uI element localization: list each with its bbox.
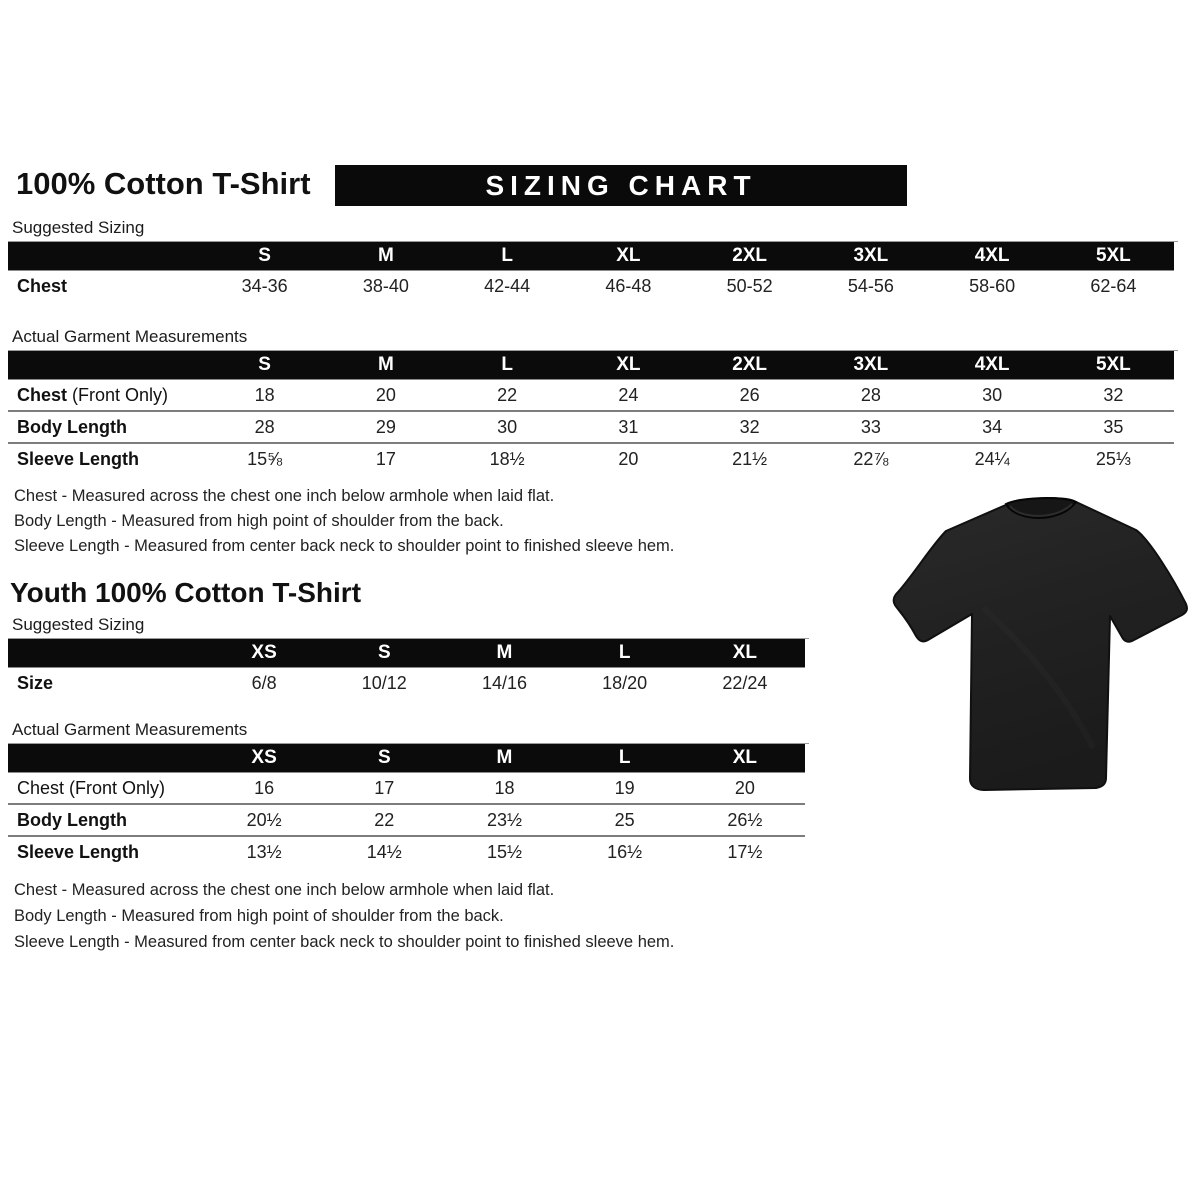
size-header-corner bbox=[8, 242, 204, 271]
cell-value: 32 bbox=[689, 412, 810, 444]
column-header-2xl: 2XL bbox=[689, 351, 810, 380]
cell-value: 29 bbox=[325, 412, 446, 444]
cell-value: 20½ bbox=[204, 805, 324, 837]
cell-value: 32 bbox=[1053, 380, 1174, 412]
column-header-m: M bbox=[444, 744, 564, 773]
cell-value: 17 bbox=[375, 448, 396, 469]
row-label: Sleeve Length bbox=[17, 841, 140, 862]
cell-value: 17½ bbox=[727, 841, 763, 862]
measurement-note: Body Length - Measured from high point of shoulder from the back. bbox=[14, 907, 504, 925]
column-header-s: S bbox=[204, 351, 325, 380]
adult-actual-measurements-label: Actual Garment Measurements bbox=[8, 327, 1178, 351]
adult-title: 100% Cotton T-Shirt bbox=[16, 166, 311, 201]
cell-value: 33 bbox=[810, 412, 931, 444]
table-row bbox=[8, 668, 805, 698]
cell-value: 28 bbox=[810, 380, 931, 412]
size-header-corner bbox=[8, 744, 204, 773]
row-label: Body Length bbox=[8, 412, 204, 444]
cell-value: 30 bbox=[447, 412, 568, 444]
measurement-note: Sleeve Length - Measured from center back neck to shoulder point to finished sleeve hem. bbox=[14, 933, 675, 951]
cell-value: 22 bbox=[447, 380, 568, 412]
column-header-3xl: 3XL bbox=[810, 242, 931, 271]
size-header-row bbox=[8, 242, 1174, 271]
cell-value: 35 bbox=[1053, 412, 1174, 444]
cell-value: 30 bbox=[932, 380, 1053, 412]
cell-value: 28 bbox=[204, 412, 325, 444]
cell-value: 20 bbox=[685, 773, 805, 805]
cell-value: 20 bbox=[325, 380, 446, 412]
column-header-xl: XL bbox=[685, 639, 805, 668]
row-label: Chest (Front Only) bbox=[8, 380, 204, 412]
cell-value: 24 bbox=[568, 380, 689, 412]
row-label: Body Length bbox=[8, 805, 204, 837]
table-row bbox=[8, 412, 1174, 444]
column-header-l: L bbox=[447, 242, 568, 271]
sizing-chart-banner: SIZING CHART bbox=[335, 165, 907, 206]
cell-value: 15⅝ bbox=[247, 448, 283, 469]
row-label: Sleeve Length bbox=[17, 448, 140, 469]
column-header-m: M bbox=[325, 242, 446, 271]
column-header-xs: XS bbox=[204, 744, 324, 773]
cell-value: 16½ bbox=[607, 841, 643, 862]
cell-value: 25⅓ bbox=[1095, 448, 1131, 469]
cell-value: 34-36 bbox=[241, 275, 288, 296]
row-label: Size bbox=[17, 672, 54, 693]
measurement-note: Sleeve Length - Measured from center back neck to shoulder point to finished sleeve hem. bbox=[14, 537, 675, 555]
adult-actual-measurements-table bbox=[8, 351, 1174, 474]
cell-value: 25 bbox=[565, 805, 685, 837]
cell-value: 15½ bbox=[486, 841, 522, 862]
column-header-xl: XL bbox=[568, 351, 689, 380]
table-row bbox=[8, 773, 805, 805]
column-header-l: L bbox=[565, 639, 685, 668]
table-row bbox=[8, 444, 1174, 474]
measurement-note: Chest - Measured across the chest one inch below armhole when laid flat. bbox=[14, 487, 555, 505]
column-header-m: M bbox=[325, 351, 446, 380]
youth-actual-measurements-label: Actual Garment Measurements bbox=[8, 720, 809, 744]
adult-suggested-sizing-label: Suggested Sizing bbox=[8, 218, 1178, 242]
youth-suggested-sizing-table bbox=[8, 639, 805, 698]
column-header-xs: XS bbox=[204, 639, 324, 668]
column-header-l: L bbox=[565, 744, 685, 773]
measurement-note: Chest - Measured across the chest one inch below armhole when laid flat. bbox=[14, 881, 555, 899]
column-header-l: L bbox=[447, 351, 568, 380]
cell-value: 54-56 bbox=[847, 275, 894, 296]
cell-value: 17 bbox=[324, 773, 444, 805]
youth-title: Youth 100% Cotton T-Shirt bbox=[10, 577, 362, 608]
cell-value: 18 bbox=[204, 380, 325, 412]
measurement-note: Body Length - Measured from high point of shoulder from the back. bbox=[14, 512, 504, 530]
table-row bbox=[8, 271, 1174, 301]
youth-suggested-sizing-label: Suggested Sizing bbox=[8, 615, 809, 639]
row-label: Chest bbox=[17, 275, 68, 296]
column-header-s: S bbox=[204, 242, 325, 271]
cell-value: 46-48 bbox=[605, 275, 652, 296]
table-row bbox=[8, 380, 1174, 412]
cell-value: 18/20 bbox=[602, 672, 648, 693]
youth-measurement-notes bbox=[8, 877, 1174, 955]
cell-value: 50-52 bbox=[726, 275, 773, 296]
column-header-4xl: 4XL bbox=[932, 242, 1053, 271]
column-header-2xl: 2XL bbox=[689, 242, 810, 271]
cell-value: 22⅞ bbox=[853, 448, 889, 469]
cell-value: 58-60 bbox=[969, 275, 1016, 296]
cell-value: 18 bbox=[444, 773, 564, 805]
cell-value: 38-40 bbox=[362, 275, 409, 296]
column-header-s: S bbox=[324, 744, 444, 773]
adult-suggested-sizing-table bbox=[8, 242, 1174, 301]
column-header-xl: XL bbox=[685, 744, 805, 773]
cell-value: 21½ bbox=[732, 448, 768, 469]
cell-value: 10/12 bbox=[361, 672, 407, 693]
cell-value: 26½ bbox=[685, 805, 805, 837]
size-header-row bbox=[8, 639, 805, 668]
cell-value: 20 bbox=[618, 448, 639, 469]
size-header-row bbox=[8, 351, 1174, 380]
size-header-corner bbox=[8, 351, 204, 380]
cell-value: 18½ bbox=[489, 448, 525, 469]
tshirt-image bbox=[888, 488, 1196, 803]
size-header-corner bbox=[8, 639, 204, 668]
cell-value: 14½ bbox=[366, 841, 402, 862]
adult-header bbox=[8, 164, 1174, 212]
cell-value: 22 bbox=[324, 805, 444, 837]
youth-actual-measurements-table bbox=[8, 744, 805, 867]
table-row bbox=[8, 805, 805, 837]
column-header-4xl: 4XL bbox=[932, 351, 1053, 380]
cell-value: 22/24 bbox=[722, 672, 768, 693]
row-label: Chest (Front Only) bbox=[8, 773, 204, 805]
cell-value: 34 bbox=[932, 412, 1053, 444]
table-row bbox=[8, 837, 805, 867]
cell-value: 13½ bbox=[246, 841, 282, 862]
cell-value: 62-64 bbox=[1090, 275, 1137, 296]
cell-value: 23½ bbox=[444, 805, 564, 837]
column-header-m: M bbox=[444, 639, 564, 668]
column-header-5xl: 5XL bbox=[1053, 351, 1174, 380]
cell-value: 24¼ bbox=[974, 448, 1010, 469]
cell-value: 16 bbox=[204, 773, 324, 805]
column-header-s: S bbox=[324, 639, 444, 668]
cell-value: 26 bbox=[689, 380, 810, 412]
cell-value: 19 bbox=[565, 773, 685, 805]
column-header-3xl: 3XL bbox=[810, 351, 931, 380]
tshirt-body bbox=[894, 498, 1187, 790]
cell-value: 42-44 bbox=[484, 275, 531, 296]
column-header-5xl: 5XL bbox=[1053, 242, 1174, 271]
tshirt-graphic bbox=[888, 488, 1196, 803]
size-header-row bbox=[8, 744, 805, 773]
column-header-xl: XL bbox=[568, 242, 689, 271]
cell-value: 6/8 bbox=[251, 672, 277, 693]
cell-value: 14/16 bbox=[481, 672, 527, 693]
cell-value: 31 bbox=[568, 412, 689, 444]
